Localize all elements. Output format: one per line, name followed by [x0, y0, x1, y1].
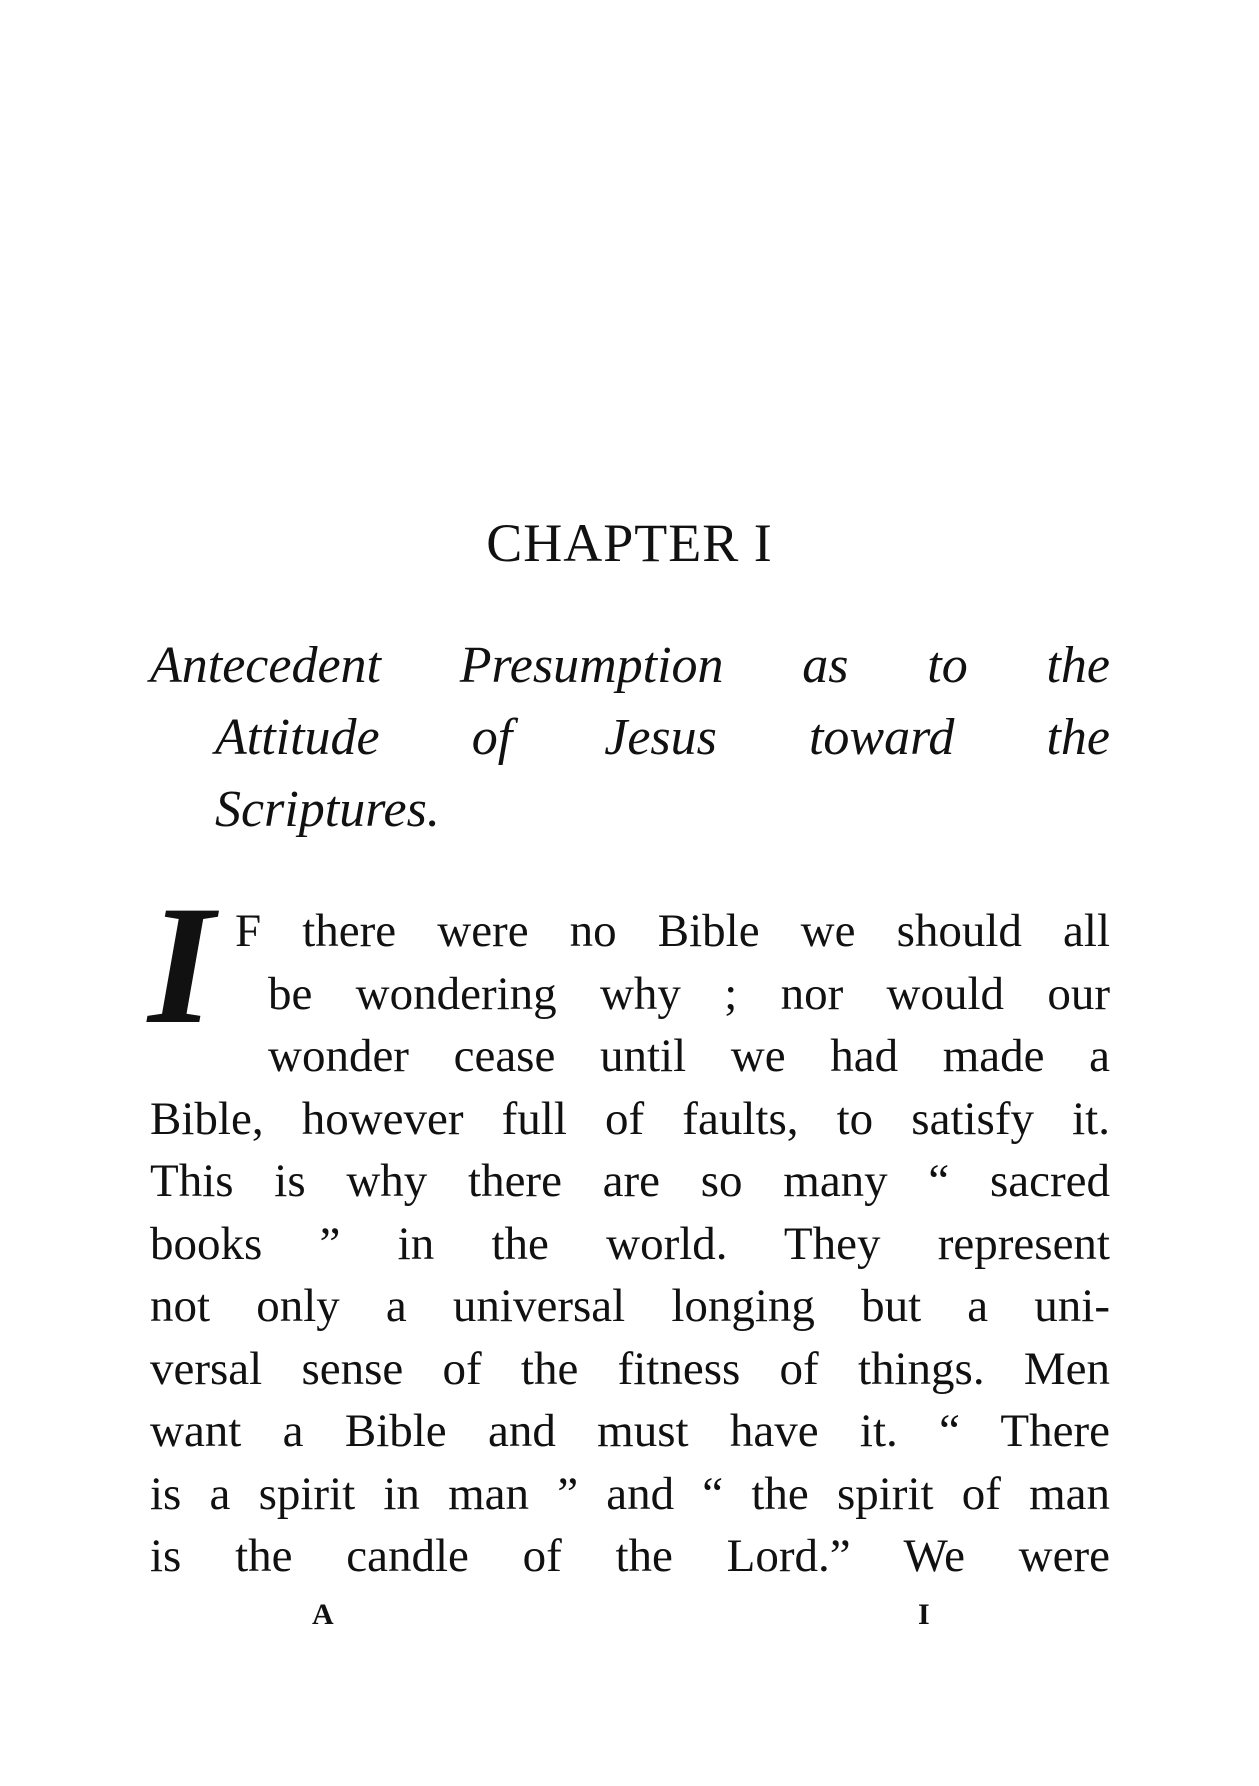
signature-mark: A — [312, 1598, 334, 1631]
chapter-title: CHAPTER I — [486, 513, 773, 573]
paragraph-line: F there were no Bible we should all — [235, 905, 1110, 957]
body-paragraph — [150, 900, 1110, 1588]
paragraph-line: is a spirit in man ” and “ the spirit of man — [150, 1467, 1110, 1520]
paragraph-line: This is why there are so many “ sacred — [150, 1155, 1110, 1207]
paragraph-line: versal sense of the fitness of things. Men — [150, 1342, 1110, 1395]
paragraph-line: be wondering why ; nor would our — [268, 967, 1110, 1020]
paragraph-line: wonder cease until we had made a — [268, 1030, 1110, 1082]
paragraph-line: books ” in the world. They represent — [150, 1217, 1110, 1270]
paragraph-line: Bible, however full of faults, to satisfy it. — [150, 1092, 1110, 1145]
subtitle-line: Antecedent Presumption as to the — [150, 637, 1110, 694]
paragraph-line: want a Bible and must have it. “ There — [150, 1405, 1110, 1457]
paragraph-line: not only a universal longing but a uni- — [150, 1280, 1110, 1332]
subtitle-line: Scriptures. — [215, 781, 440, 838]
drop-cap: I — [148, 871, 215, 1059]
subtitle-line: Attitude of Jesus toward the — [215, 709, 1110, 766]
chapter-subtitle — [150, 630, 1110, 846]
paragraph-line: is the candle of the Lord.” We were — [150, 1530, 1110, 1582]
page-number: I — [918, 1598, 930, 1631]
